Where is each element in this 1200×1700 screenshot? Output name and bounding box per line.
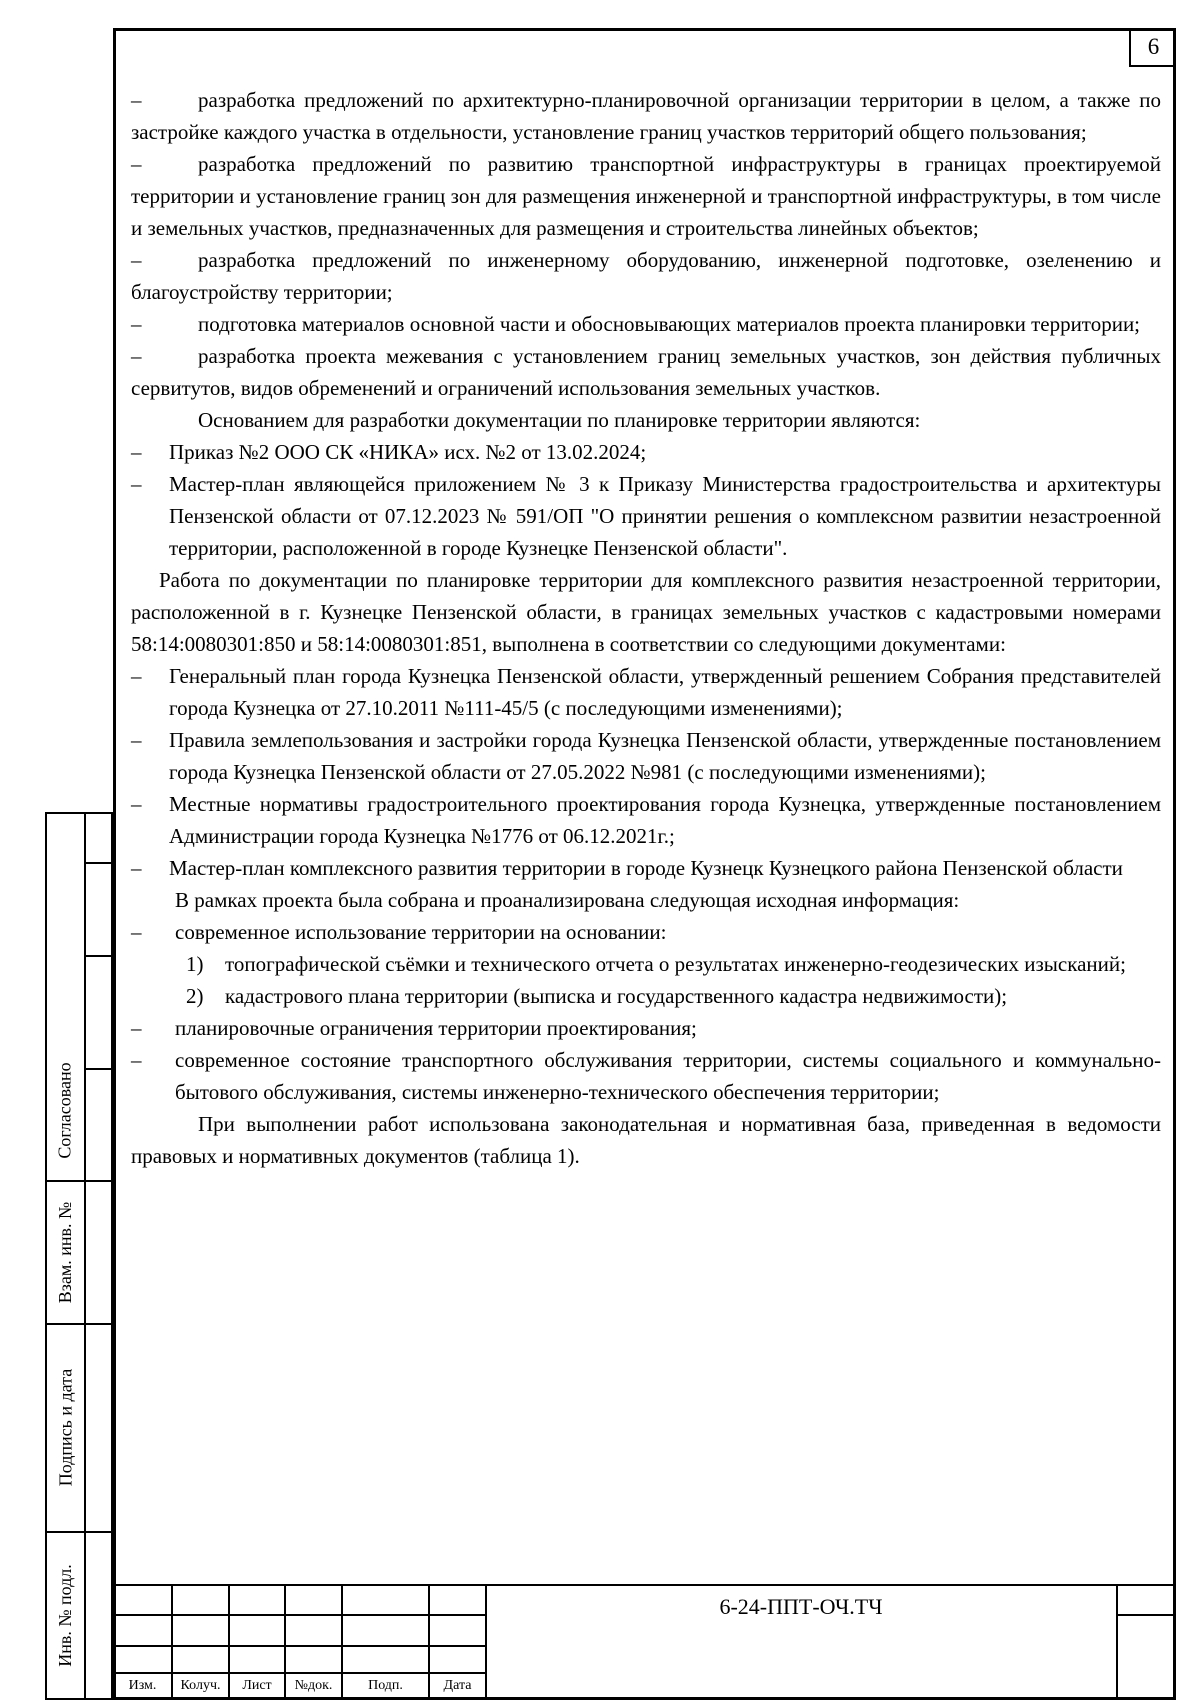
numbered-item: 1) топографической съёмки и технического отчета о результатах инженерно-геодезических изысканий; bbox=[131, 948, 1161, 980]
page-number: 6 bbox=[1129, 28, 1176, 67]
paragraph: – разработка предложений по развитию транспортной инфраструктуры в границах проектируемой территории и установление границ зон для размещения инженерной и транспортной инфраструктуры, в том числе и земельных участков, предназначенных для размещения и строительства линейных объектов; bbox=[131, 148, 1161, 244]
bullet-dash: – bbox=[131, 1016, 142, 1040]
title-block-col bbox=[1116, 1584, 1118, 1700]
bullet-dash: – bbox=[131, 728, 142, 752]
bullet-dash: – bbox=[131, 920, 142, 944]
list-item: – Мастер-план комплексного развития территории в городе Кузнецк Кузнецкого района Пензенской области bbox=[131, 852, 1161, 884]
side-label-replace-inv: Взам. инв. № bbox=[55, 1201, 75, 1303]
list-item: – Мастер-план являющейся приложением № 3 к Приказу Министерства градостроительства и архитектуры Пензенской области от 07.12.2023 № 591/ОП "О принятии решения о комплексном развитии незастроенной территории, расположенной в городе Кузнецке Пензенской области". bbox=[131, 468, 1161, 564]
paragraph: При выполнении работ использована законодательная и нормативная база, приведенная в ведомости правовых и нормативных документов (таблица 1). bbox=[131, 1112, 1161, 1168]
title-block-border bbox=[113, 1584, 1176, 1586]
col-label-koluch: Колуч. bbox=[180, 1678, 221, 1693]
side-divider bbox=[86, 862, 113, 864]
title-block-row bbox=[113, 1672, 486, 1674]
paragraph: – подготовка материалов основной части и обосновывающих материалов проекта планировки территории; bbox=[131, 308, 1161, 340]
item-number: 1) bbox=[186, 952, 204, 976]
document-body bbox=[131, 84, 1161, 1172]
bullet-dash: – bbox=[131, 88, 142, 112]
list-item: – Правила землепользования и застройки города Кузнецка Пензенской области, утвержденные постановлением города Кузнецка Пензенской области от 27.05.2022 №981 (с последующими изменениями); bbox=[131, 724, 1161, 788]
list-item: – Местные нормативы градостроительного проектирования города Кузнецка, утвержденные постановлением Администрации города Кузнецка №1776 от 06.12.2021г.; bbox=[131, 788, 1161, 852]
paragraph: – разработка предложений по архитектурно-планировочной организации территории в целом, а также по застройке каждого участка в отдельности, установление границ участков территорий общего пользования; bbox=[131, 84, 1161, 148]
col-label-izm: Изм. bbox=[128, 1678, 157, 1693]
side-divider bbox=[86, 955, 113, 957]
title-block-row bbox=[113, 1614, 486, 1616]
paragraph: – разработка предложений по инженерному оборудованию, инженерной подготовке, озеленению и благоустройству территории; bbox=[131, 244, 1161, 308]
list-item: – планировочные ограничения территории проектирования; bbox=[131, 1012, 1161, 1044]
bullet-dash: – bbox=[131, 152, 142, 176]
document-code: 6-24-ППТ-ОЧ.ТЧ bbox=[719, 1594, 883, 1619]
bullet-dash: – bbox=[131, 248, 142, 272]
list-item: – современное использование территории на основании: bbox=[131, 916, 1161, 948]
side-divider bbox=[86, 1068, 113, 1070]
col-label-podp: Подп. bbox=[368, 1678, 403, 1693]
list-item: – Приказ №2 ООО СК «НИКА» исх. №2 от 13.02.2024; bbox=[131, 436, 1161, 468]
paragraph: В рамках проекта была собрана и проанализирована следующая исходная информация: bbox=[175, 888, 960, 912]
bullet-dash: – bbox=[131, 440, 142, 464]
item-number: 2) bbox=[186, 984, 204, 1008]
paragraph: Работа по документации по планировке территории для комплексного развития незастроенной территории, расположенной в г. Кузнецке Пензенской области, в границах земельных участков с кадастровыми номерами 58:14:0080301:850 и 58:14:0080301:851, выполнена в соответствии со следующими документами: bbox=[131, 568, 1161, 656]
title-block-row bbox=[1117, 1614, 1176, 1616]
bullet-dash: – bbox=[131, 312, 142, 336]
paragraph: – разработка проекта межевания с установлением границ земельных участков, зон действия публичных сервитутов, видов обременений и ограничений использования земельных участков. bbox=[131, 340, 1161, 404]
list-item: – современное состояние транспортного обслуживания территории, системы социального и коммунально-бытового обслуживания, системы инженерно-технического обеспечения территории; bbox=[131, 1044, 1161, 1108]
col-label-list: Лист bbox=[242, 1678, 272, 1693]
bullet-dash: – bbox=[131, 792, 142, 816]
title-block-row bbox=[113, 1645, 486, 1647]
bullet-dash: – bbox=[131, 664, 142, 688]
side-label-sign-date: Подпись и дата bbox=[55, 1368, 75, 1487]
side-label-inv-orig: Инв. № подл. bbox=[55, 1564, 75, 1667]
col-label-data: Дата bbox=[443, 1678, 472, 1693]
bullet-dash: – bbox=[131, 472, 142, 496]
numbered-item: 2) кадастрового плана территории (выписка и государственного кадастра недвижимости); bbox=[131, 980, 1161, 1012]
paragraph: Основанием для разработки документации по планировке территории являются: bbox=[198, 408, 921, 432]
list-item: – Генеральный план города Кузнецка Пензенской области, утвержденный решением Собрания представителей города Кузнецка от 27.10.2011 №111-45/5 (с последующими изменениями); bbox=[131, 660, 1161, 724]
bullet-dash: – bbox=[131, 856, 142, 880]
col-label-ndok: №док. bbox=[294, 1678, 333, 1693]
bullet-dash: – bbox=[131, 1048, 142, 1072]
bullet-dash: – bbox=[131, 344, 142, 368]
side-label-agreed: Согласовано bbox=[55, 1061, 76, 1159]
